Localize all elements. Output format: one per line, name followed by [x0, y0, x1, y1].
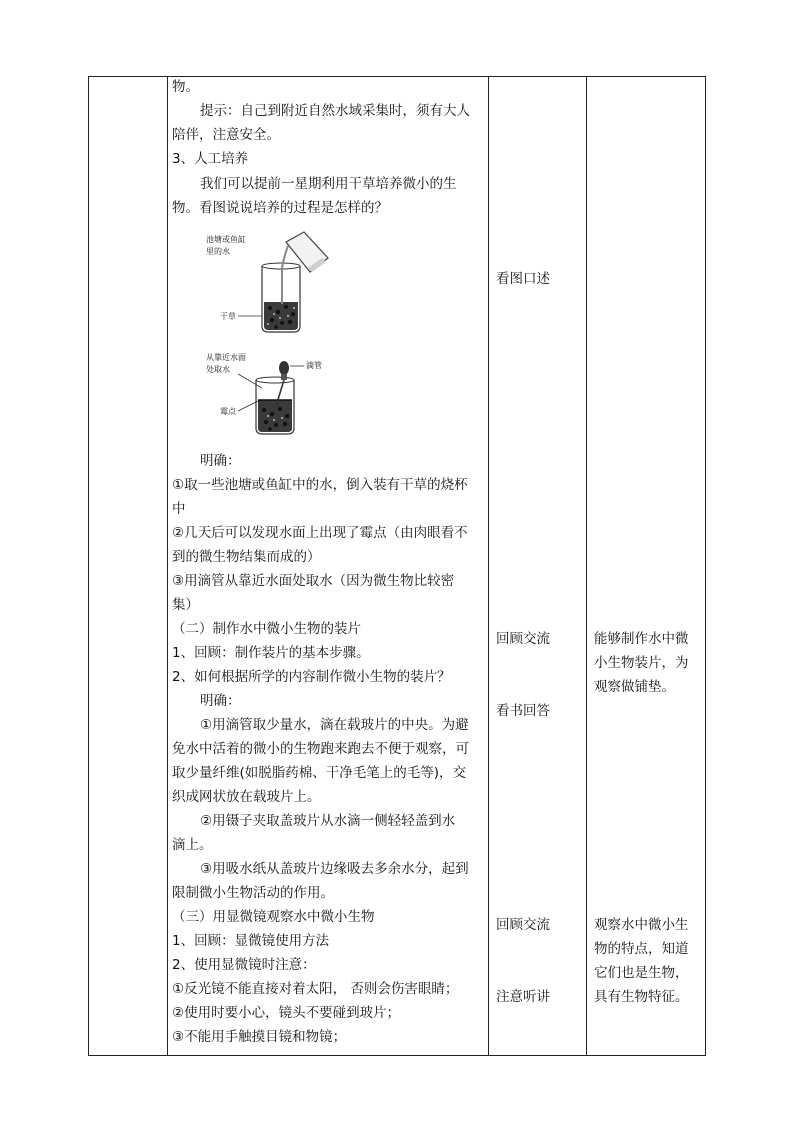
column-divider [586, 77, 587, 1055]
text-line: ③不能用手触摸目镜和物镜； [172, 1029, 347, 1045]
section-heading: （三）用显微镜观察水中微小生物 [172, 909, 375, 925]
text-line: ①反光镜不能直接对着太阳， 否则会伤害眼睛； [172, 981, 459, 997]
figure-label: 干草 [220, 312, 236, 321]
section-heading: （二）制作水中微小生物的装片 [172, 621, 361, 637]
student-activity: 看书回答 [496, 703, 550, 719]
pouring-cup-icon [282, 232, 328, 304]
text-line: 明确： [200, 453, 241, 469]
design-intent-line: 小生物装片，为 [594, 655, 689, 671]
text-line: 1、回顾：显微镜使用方法 [172, 933, 330, 949]
figure-label: 滴管 [306, 361, 322, 370]
student-activity: 注意听讲 [496, 989, 550, 1005]
design-intent-line: 具有生物特征。 [594, 989, 689, 1005]
text-line: 滴上。 [172, 837, 213, 853]
design-intent-line: 物的特点，知道 [594, 941, 689, 957]
text-line: 物。 [172, 79, 199, 95]
text-line: ①取一些池塘或鱼缸中的水，倒入装有干草的烧杯 [172, 477, 468, 493]
design-intent-line: 它们也是生物， [594, 965, 689, 981]
column-divider [167, 77, 168, 1055]
student-activity: 回顾交流 [496, 631, 550, 647]
column-divider [488, 77, 489, 1055]
figure-label: 池塘或鱼缸 [206, 235, 246, 244]
text-line: 限制微小生物活动的作用。 [172, 885, 334, 901]
text-line: 取少量纤维(如脱脂药棉、干净毛笔上的毛等)，交 [172, 765, 467, 781]
design-intent-line: 能够制作水中微 [594, 631, 689, 647]
text-line: 免水中活着的微小的生物跑来跑去不便于观察，可 [172, 741, 469, 757]
text-line: ②用镊子夹取盖玻片从水滴一侧轻轻盖到水 [200, 813, 456, 829]
design-intent-line: 观察水中微小生 [594, 917, 689, 933]
figure-label: 从靠近水面 [206, 353, 246, 362]
text-line: ②使用时要小心，镜头不要碰到玻片； [172, 1005, 401, 1021]
figure-label: 处取水 [206, 365, 230, 374]
text-line: 提示：自己到附近自然水域采集时，须有大人 [200, 103, 470, 119]
text-line: ②几天后可以发现水面上出现了霉点（由肉眼看不 [172, 525, 468, 541]
text-line: 明确： [200, 693, 241, 709]
text-line: 2、如何根据所学的内容制作微小生物的装片？ [172, 669, 451, 685]
section-heading: 3、人工培养 [172, 151, 249, 167]
text-line: 1、回顾：制作装片的基本步骤。 [172, 645, 370, 661]
text-line: 我们可以提前一星期利用干草培养微小的生 [200, 176, 457, 192]
design-intent-line: 观察做铺垫。 [594, 679, 675, 695]
text-line: ①用滴管取少量水，滴在载玻片的中央。为避 [200, 717, 469, 733]
text-line: 集） [172, 597, 199, 613]
text-line: 织成网状放在载玻片上。 [172, 789, 321, 805]
text-line: 中 [172, 501, 186, 517]
beaker-icon [256, 377, 294, 434]
hay-culture-figure [200, 228, 350, 448]
text-line: 2、使用显微镜时注意： [172, 957, 316, 973]
figure-label: 里的水 [206, 247, 230, 256]
student-activity: 看图口述 [496, 271, 550, 287]
text-line: 物。看图说说培养的过程是怎样的？ [172, 200, 388, 216]
text-line: 陪伴，注意安全。 [172, 127, 280, 143]
figure-label: 霉点 [220, 407, 236, 416]
student-activity: 回顾交流 [496, 917, 550, 933]
text-line: 到的微生物结集而成的） [172, 549, 321, 565]
text-line: ③用滴管从靠近水面处取水（因为微生物比较密 [172, 573, 455, 589]
text-line: ③用吸水纸从盖玻片边缘吸去多余水分，起到 [200, 861, 469, 877]
